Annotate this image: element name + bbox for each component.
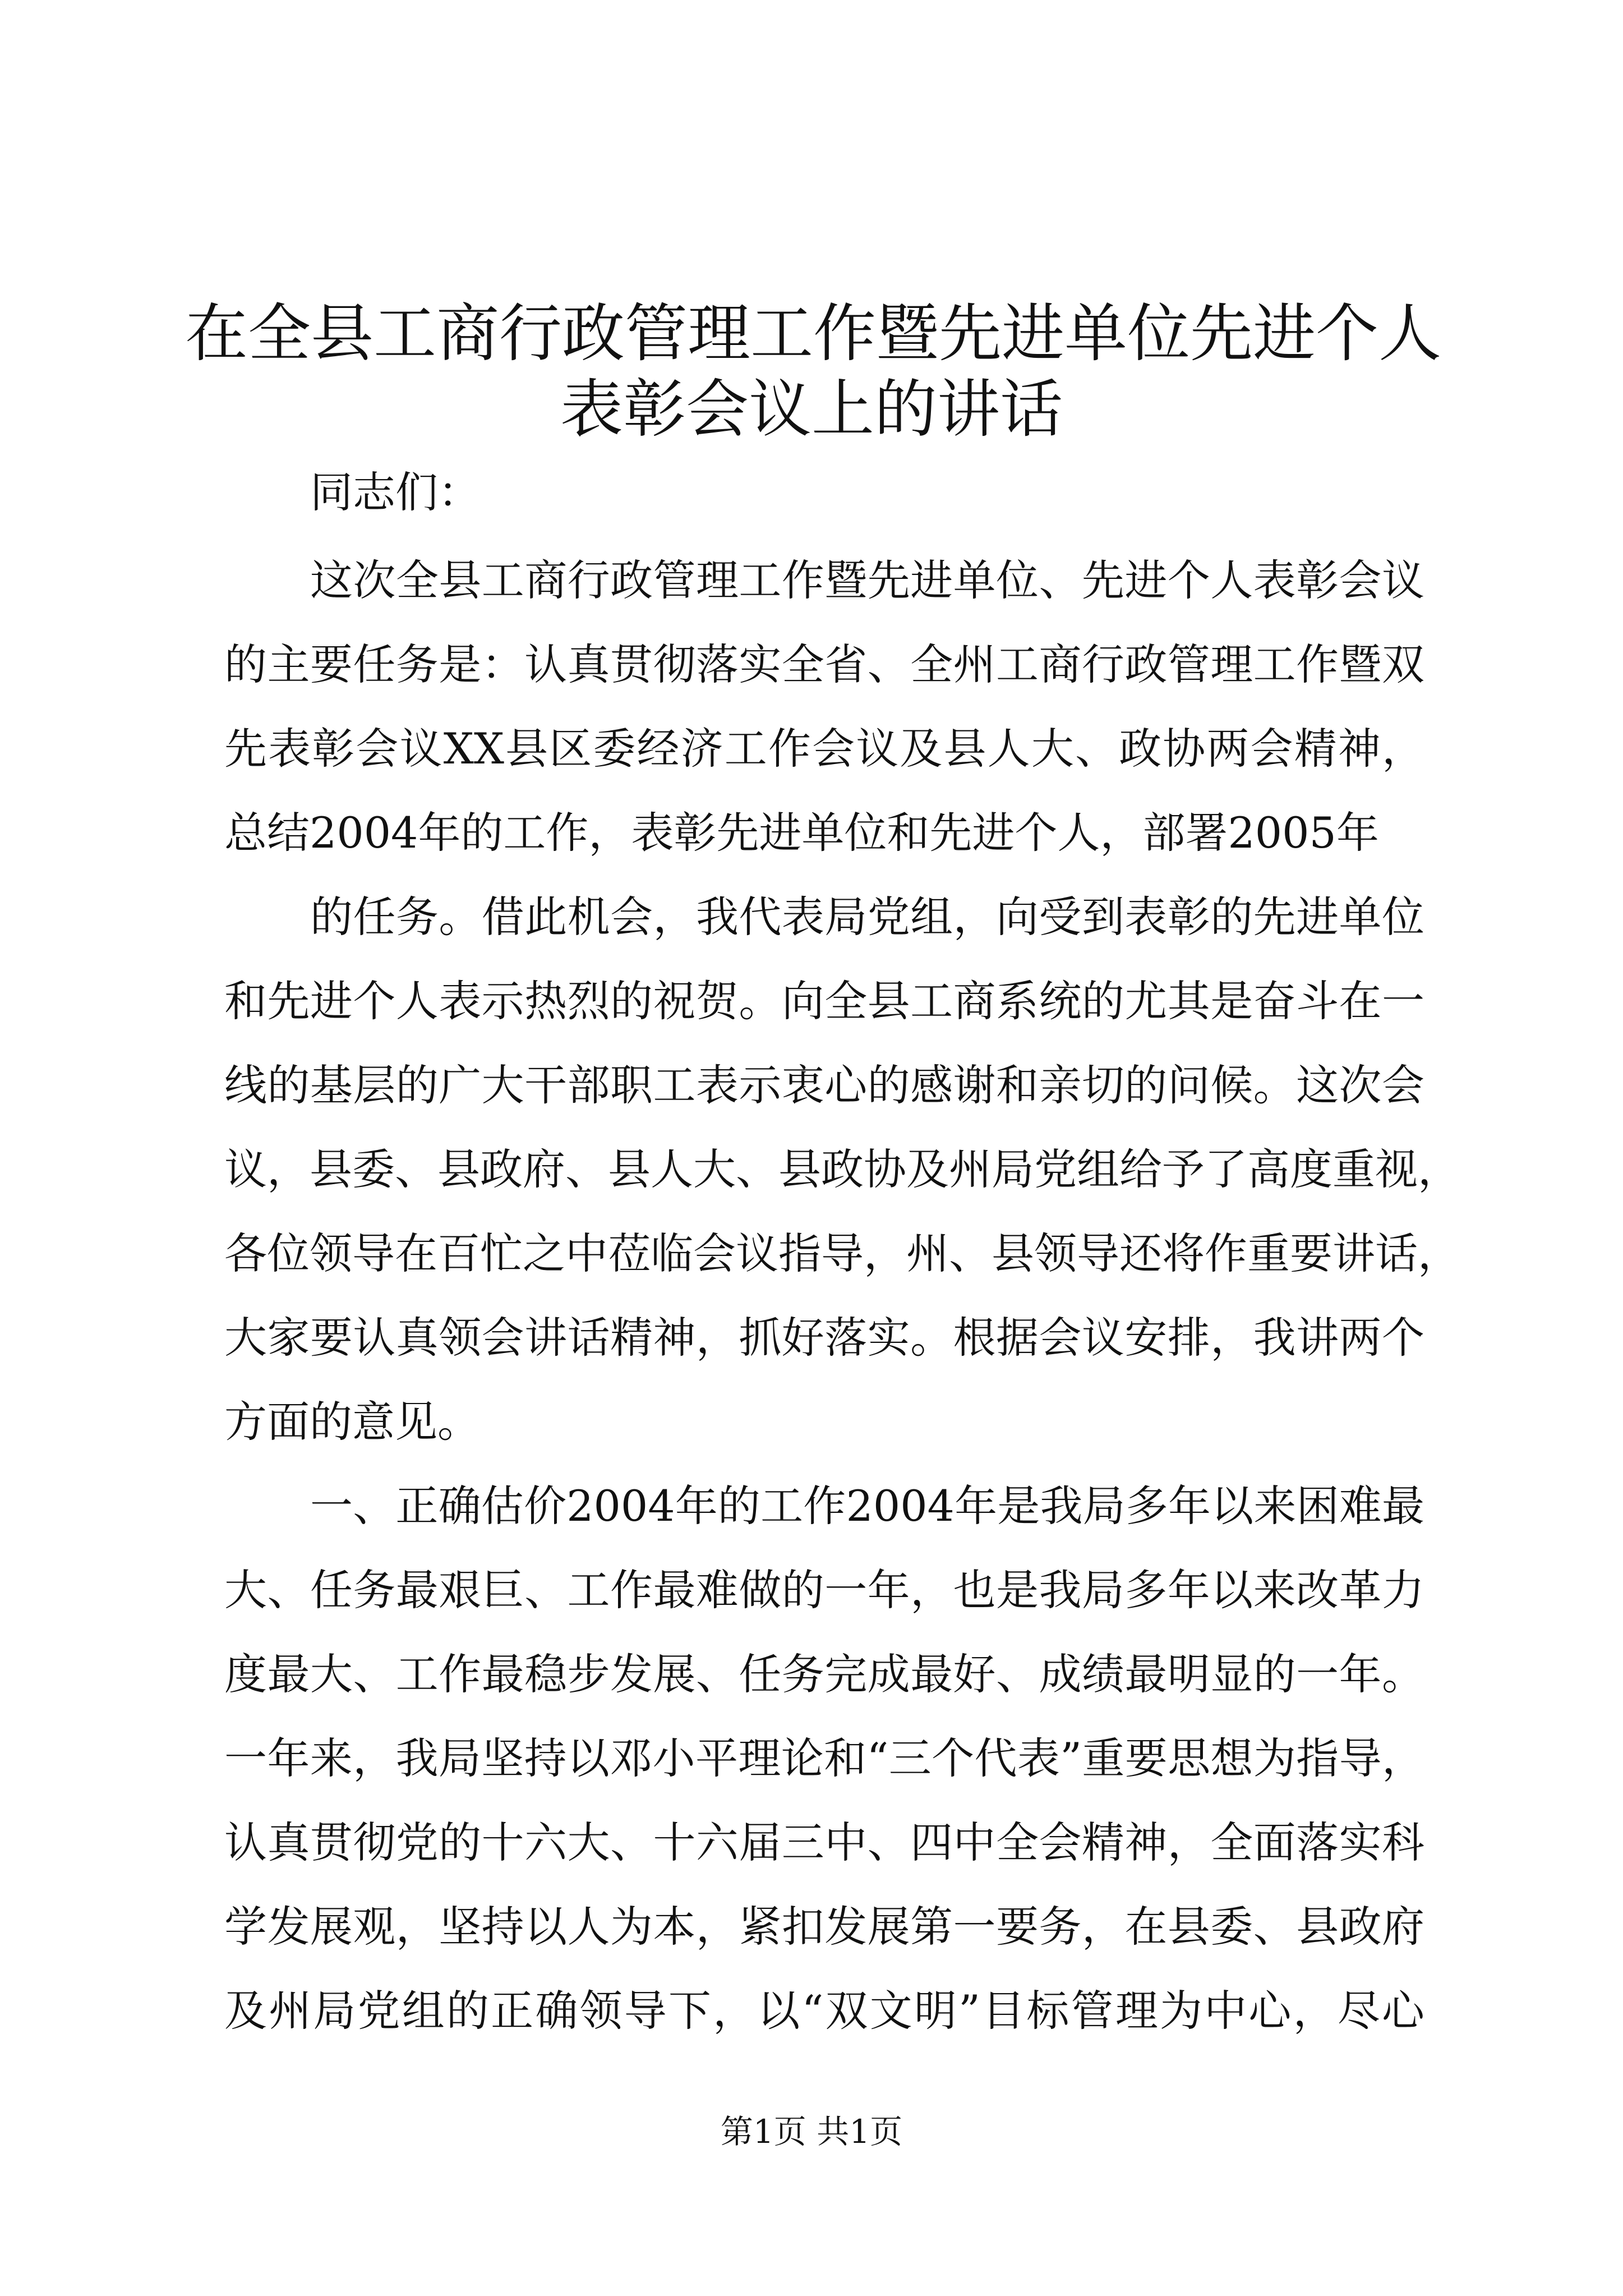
page-footer: 第1页 共1页: [720, 2113, 903, 2151]
paragraph-line: 度最大、工作最稳步发展、任务完成最好、成绩最明显的一年。: [224, 1649, 1424, 1699]
paragraph-line: 和先进个人表示热烈的祝贺。向全县工商系统的尤其是奋斗在一: [224, 976, 1424, 1026]
paragraph-line: 认真贯彻党的十六大、十六届三中、四中全会精神，全面落实科: [224, 1818, 1424, 1867]
paragraph-line: 及州局党组的正确领导下，以“双文明”目标管理为中心，尽心: [224, 1986, 1424, 2036]
paragraph-line: 一年来，我局坚持以邓小平理论和“三个代表”重要思想为指导，: [224, 1733, 1424, 1783]
paragraph-line: 方面的意见。: [224, 1397, 480, 1447]
title-line-2: 表彰会议上的讲话: [560, 373, 1063, 446]
paragraph-line: 总结2004年的工作，表彰先进单位和先进个人，部署2005年: [224, 808, 1379, 858]
salutation: 同志们：: [310, 467, 481, 517]
paragraph-line: 线的基层的广大干部职工表示衷心的感谢和亲切的问候。这次会: [224, 1060, 1424, 1110]
paragraph-line: 大、任务最艰巨、工作最难做的一年，也是我局多年以来改革力: [224, 1565, 1424, 1615]
paragraph-line: 各位领导在百忙之中莅临会议指导，州、县领导还将作重要讲话，: [224, 1228, 1460, 1278]
title-line-1: 在全县工商行政管理工作暨先进单位先进个人: [185, 297, 1441, 370]
paragraph-line: 这次全县工商行政管理工作暨先进单位、先进个人表彰会议: [310, 555, 1424, 605]
paragraph-line: 议，县委、县政府、县人大、县政协及州局党组给予了高度重视，: [224, 1144, 1460, 1194]
paragraph-line: 学发展观，坚持以人为本，紧扣发展第一要务，在县委、县政府: [224, 1902, 1424, 1952]
paragraph-line: 先表彰会议XX县区委经济工作会议及县人大、政协两会精神，: [224, 724, 1424, 774]
paragraph-line: 一、正确估价2004年的工作2004年是我局多年以来困难最: [310, 1481, 1424, 1531]
paragraph-line: 的任务。借此机会，我代表局党组，向受到表彰的先进单位: [310, 892, 1424, 942]
paragraph-line: 大家要认真领会讲话精神，抓好落实。根据会议安排，我讲两个: [224, 1313, 1424, 1363]
paragraph-line: 的主要任务是：认真贯彻落实全省、全州工商行政管理工作暨双: [224, 639, 1424, 689]
